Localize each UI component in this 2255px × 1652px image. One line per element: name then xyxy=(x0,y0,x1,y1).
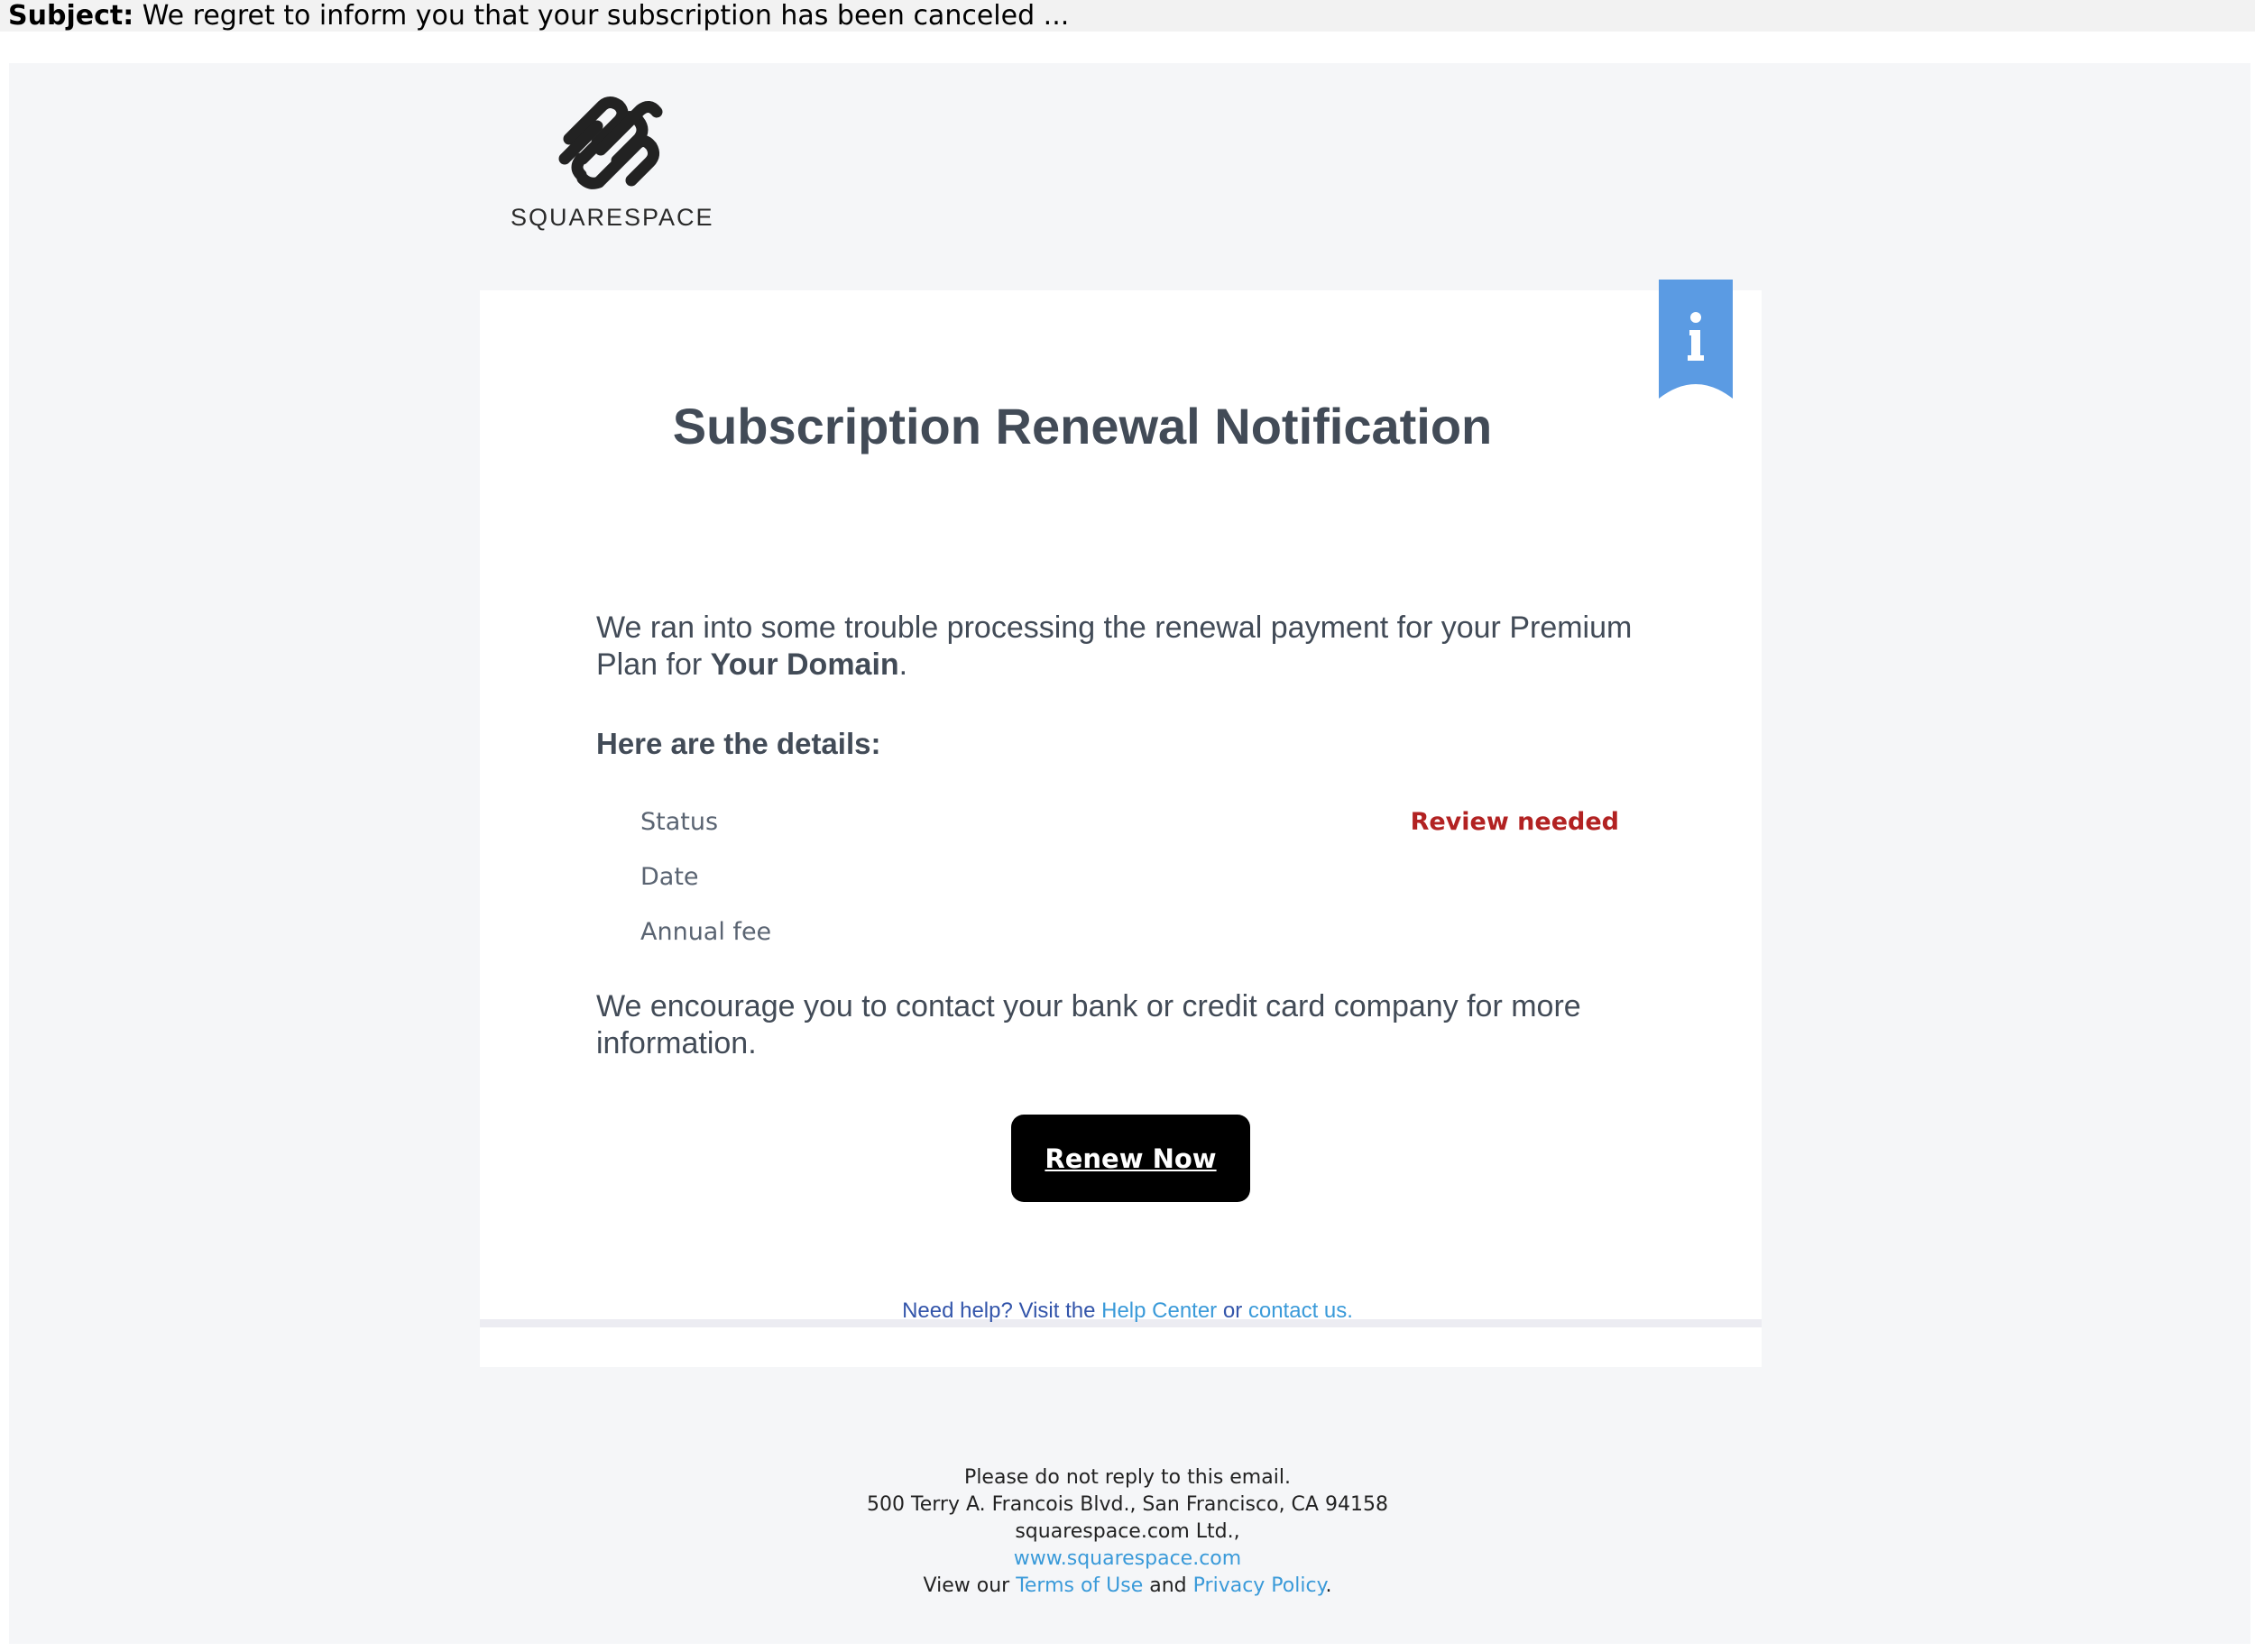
domain-name: Your Domain xyxy=(710,647,899,682)
help-text: Need help? Visit the xyxy=(902,1299,1102,1323)
footer-no-reply: Please do not reply to this email. xyxy=(964,1466,1291,1489)
detail-label-annual-fee: Annual fee xyxy=(640,918,772,946)
intro-text: We ran into some trouble processing the renewal payment for your Premium Plan for xyxy=(596,610,1633,682)
help-center-link[interactable]: Help Center xyxy=(1101,1299,1218,1323)
encourage-paragraph: We encourage you to contact your bank or credit card company for more information. xyxy=(596,989,1581,1060)
footer-legal-line xyxy=(0,1573,2255,1600)
intro-paragraph xyxy=(596,610,1634,684)
status-value: Review needed xyxy=(1410,808,1619,836)
footer-period: . xyxy=(1325,1574,1332,1597)
subject-label: Subject: xyxy=(8,0,134,32)
footer-and: and xyxy=(1143,1574,1193,1597)
contact-us-link[interactable]: contact us. xyxy=(1247,1299,1353,1323)
detail-label-status: Status xyxy=(640,808,719,836)
footer-address: 500 Terry A. Francois Blvd., San Francisco, CA 94158 xyxy=(867,1493,1388,1516)
email-footer xyxy=(0,1464,2255,1600)
renew-now-button[interactable]: Renew Now xyxy=(1011,1115,1250,1202)
details-heading: Here are the details: xyxy=(596,727,881,760)
email-subject-bar xyxy=(0,0,2255,32)
squarespace-logo xyxy=(511,96,714,303)
terms-of-use-link[interactable]: Terms of Use xyxy=(1016,1574,1144,1597)
page-title: Subscription Renewal Notification xyxy=(672,398,1493,454)
privacy-policy-link[interactable]: Privacy Policy xyxy=(1192,1574,1326,1597)
footer-view-our: View our xyxy=(923,1574,1017,1597)
info-ribbon-icon xyxy=(1659,280,1733,399)
footer-website-link[interactable]: www.squarespace.com xyxy=(1013,1547,1242,1570)
footer-company: squarespace.com Ltd., xyxy=(1015,1520,1240,1543)
help-line xyxy=(0,1299,2255,1324)
subject-text: We regret to inform you that your subscription has been canceled ... xyxy=(142,0,1070,32)
squarespace-logo-icon xyxy=(556,96,664,195)
card-bottom-strip xyxy=(480,1327,1762,1367)
detail-label-date: Date xyxy=(640,863,699,891)
help-or: or xyxy=(1217,1299,1248,1323)
intro-end: . xyxy=(898,647,908,682)
brand-name: SQUARESPACE xyxy=(511,204,714,231)
